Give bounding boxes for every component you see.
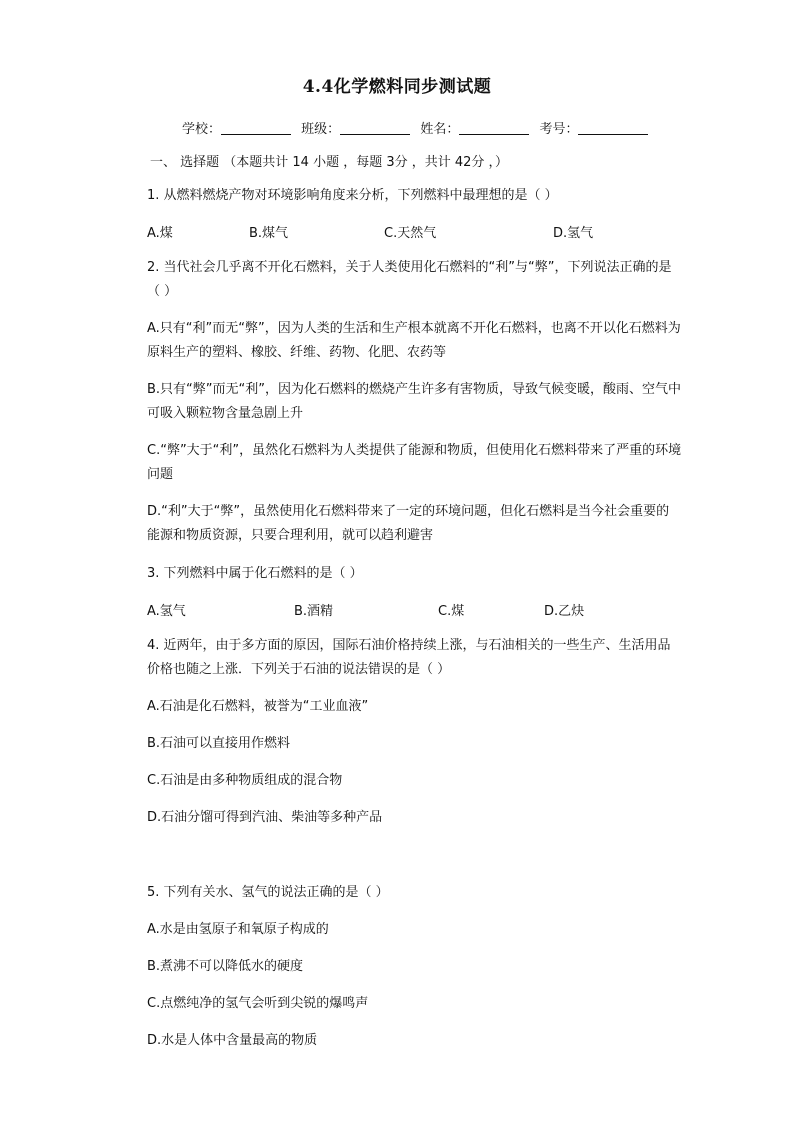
class-label: 班级： bbox=[301, 122, 341, 137]
class-blank bbox=[340, 122, 410, 135]
q2-option-a: A.只有“利”而无“弊”，因为人类的生活和生产根本就离不开化石燃料，也离不开以化石燃料为原料生产的塑料、橡胶、纤维、药物、化肥、农药等 bbox=[147, 321, 681, 360]
q5-option-a: A.水是由氢原子和氧原子构成的 bbox=[147, 922, 329, 937]
question-1-stem: 1. 从燃料燃烧产物对环境影响角度来分析，下列燃料中最理想的是（ ） bbox=[147, 188, 558, 203]
q4-option-d: D.石油分馏可得到汽油、柴油等多种产品 bbox=[147, 810, 383, 825]
name-blank bbox=[459, 122, 529, 135]
q4-option-a: A.石油是化石燃料，被誉为“工业血液” bbox=[147, 699, 369, 714]
q3-option-c: C.煤 bbox=[438, 604, 465, 619]
q4-option-c: C.石油是由多种物质组成的混合物 bbox=[147, 773, 343, 788]
q5-option-d: D.水是人体中含量最高的物质 bbox=[147, 1033, 318, 1048]
q2-option-d: D.“利”大于“弊”，虽然使用化石燃料带来了一定的环境问题，但化石燃料是当今社会重要的能源和物质资源，只要合理利用，就可以趋利避害 bbox=[147, 504, 670, 543]
q1-option-c: C.天然气 bbox=[384, 226, 437, 241]
q3-option-d: D.乙炔 bbox=[544, 604, 585, 619]
name-label: 姓名： bbox=[420, 122, 460, 137]
q2-option-c: C.“弊”大于“利”，虽然化石燃料为人类提供了能源和物质，但使用化石燃料带来了严重的环境问题 bbox=[147, 443, 682, 482]
question-4-stem: 4. 近两年，由于多方面的原因，国际石油价格持续上涨，与石油相关的一些生产、生活用品价格也随之上涨．下列关于石油的说法错误的是（ ） bbox=[147, 638, 671, 677]
q5-option-b: B.煮沸不可以降低水的硬度 bbox=[147, 959, 304, 974]
exam-no-label: 考号： bbox=[539, 122, 579, 137]
school-label: 学校： bbox=[182, 122, 222, 137]
section-heading: 一、 选择题 （本题共计 14 小题 ，每题 3分 ，共计 42分 ，） bbox=[150, 155, 509, 170]
q3-option-a: A.氢气 bbox=[147, 604, 186, 619]
q1-option-b: B.煤气 bbox=[249, 226, 289, 241]
exam-no-blank bbox=[578, 122, 648, 135]
page-title: 4.4化学燃料同步测试题 bbox=[302, 77, 492, 97]
question-3-stem: 3. 下列燃料中属于化石燃料的是（ ） bbox=[147, 566, 363, 581]
question-2-stem: 2. 当代社会几乎离不开化石燃料，关于人类使用化石燃料的“利”与“弊”，下列说法正确的是（ ） bbox=[147, 260, 672, 299]
school-blank bbox=[221, 122, 291, 135]
question-5-stem: 5. 下列有关水、氢气的说法正确的是（ ） bbox=[147, 885, 389, 900]
q3-option-b: B.酒精 bbox=[294, 604, 334, 619]
q2-option-b: B.只有“弊”而无“利”，因为化石燃料的燃烧产生许多有害物质，导致气候变暖，酸雨、空气中可吸入颗粒物含量急剧上升 bbox=[147, 382, 681, 421]
q1-option-a: A.煤 bbox=[147, 226, 173, 241]
student-info-row bbox=[182, 118, 654, 137]
q1-option-d: D.氢气 bbox=[553, 226, 594, 241]
q5-option-c: C.点燃纯净的氢气会听到尖锐的爆鸣声 bbox=[147, 996, 369, 1011]
q4-option-b: B.石油可以直接用作燃料 bbox=[147, 736, 291, 751]
